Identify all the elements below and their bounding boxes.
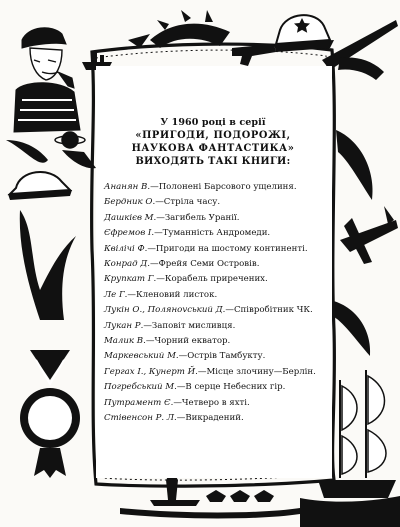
book-author: Крупкат Г. [104,274,157,285]
list-item [104,303,328,318]
laurel-branch-icon [128,10,230,48]
book-author: Ле Г. [104,289,128,300]
book-title: —Туманність Андромеди. [154,228,271,239]
list-item [104,242,328,257]
book-author: Ананян В. [104,182,151,192]
list-item [104,365,328,380]
book-author: Конрад Д. [104,259,151,270]
military-cap-with-star-icon [274,15,334,52]
book-title: —Корабель приречених. [156,274,268,285]
list-item [104,411,328,426]
book-author: Путрамент Є. [104,397,174,408]
jungle-foliage-icon [6,140,96,320]
book-author: Лукан Р. [104,320,144,331]
list-item [104,195,328,210]
book-list-content [98,116,328,427]
book-author: Маркевський М. [104,351,179,362]
book-title: —Співробітник ЧК. [225,305,313,316]
book-list [98,180,328,427]
book-author: Стівенсон Р. Л. [104,413,177,424]
list-item [104,380,328,395]
book-author: Гергах І., Кунерт Й. [104,366,198,377]
medal-icon [20,350,80,478]
list-item [104,396,328,411]
book-author: Бердник О. [104,197,156,208]
book-title: —Острів Тамбукту. [178,351,266,362]
header-line-series-2: НАУКОВА ФАНТАСТИКА» [131,143,295,154]
header-line-books: ВИХОДЯТЬ ТАКІ КНИГИ: [135,156,291,167]
book-title: —Викрадений. [176,413,244,424]
announcement-header [98,116,328,168]
book-title: —В серце Небесних гір. [176,382,286,393]
book-author: Єфремов І. [104,228,155,239]
sailor-with-pipe-icon [14,28,80,132]
aircraft-icon [340,206,398,264]
book-title: —Фрейя Семи Островів. [150,259,260,270]
list-item [104,334,328,349]
ringed-planet-icon [55,132,85,148]
book-title: —Чорний екватор. [145,336,231,347]
book-author: Малик В. [104,336,146,347]
book-title: —Пригоди на шостому континенті. [147,243,308,254]
list-item [104,180,328,195]
list-item [104,319,328,334]
list-item [104,211,328,226]
list-item [104,288,328,303]
book-author: Дашкієв М. [104,212,157,223]
book-title: —Кленовий листок. [127,289,218,300]
book-author: Погребський М. [104,382,177,393]
book-title: —Стріла часу. [155,197,221,208]
pistol-icon [232,44,276,66]
list-item [104,226,328,241]
book-author: Лукін О., Полянovський Д. [104,305,226,316]
header-line-series-1: «ПРИГОДИ, ПОДОРОЖІ, [135,130,291,141]
list-item [104,272,328,287]
header-line-year: У 1960 році в серії [160,117,266,128]
book-title: —Загибель Уранії. [156,212,240,223]
list-item [104,257,328,272]
pith-helmet-icon [8,172,72,200]
book-title: —Заповіт мисливця. [143,320,236,331]
list-item [104,349,328,364]
book-author: Квілічі Ф. [104,243,148,254]
book-title: —Четверо в яхті. [173,397,250,408]
book-title: —Місце злочину—Берлін. [197,366,316,377]
book-title: —Полонені Барсового ущелиня. [150,182,297,192]
